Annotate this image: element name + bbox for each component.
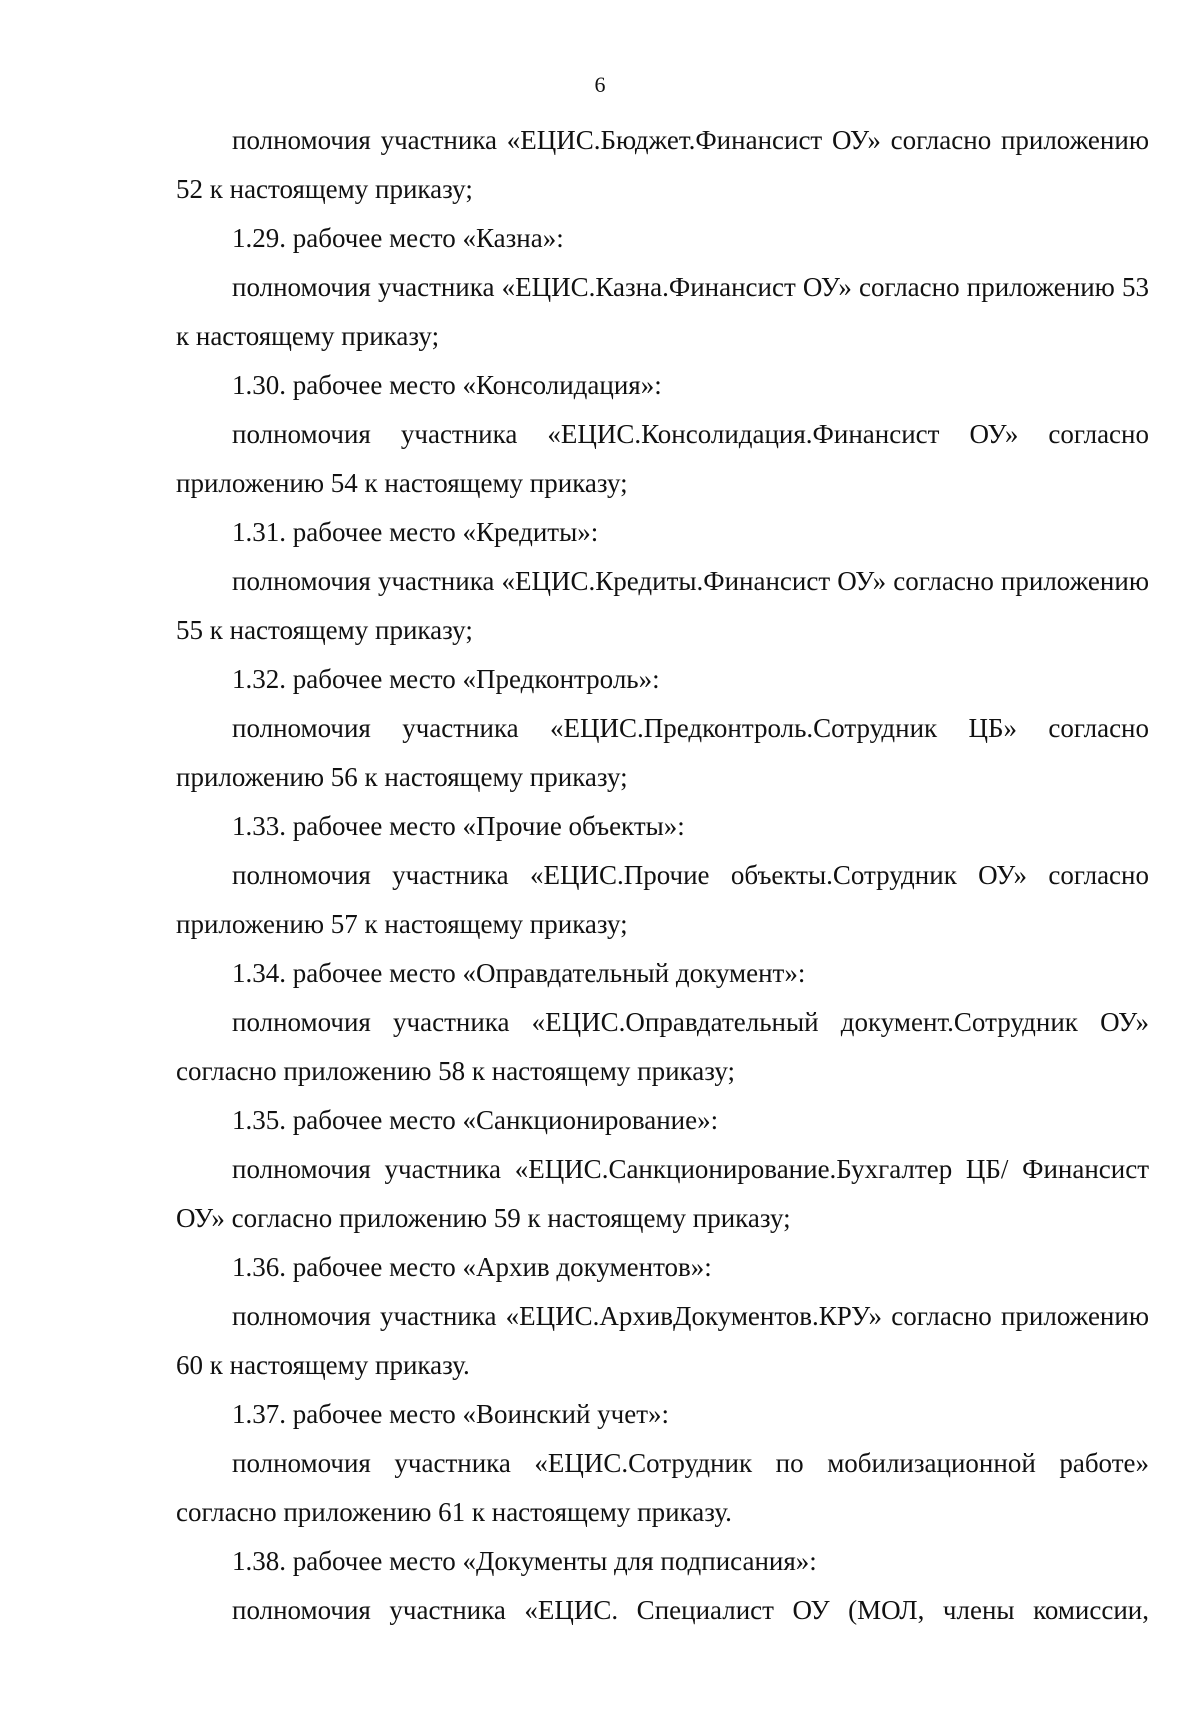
paragraph-authority-other-objects: полномочия участника «ЕЦИС.Прочие объекты.Сотрудник ОУ» согласно приложению 57 к настоящему приказу; <box>176 860 1149 939</box>
paragraph-workplace-1-29: 1.29. рабочее место «Казна»: <box>232 223 564 253</box>
document-body <box>176 116 1149 1635</box>
paragraph-authority-sanctioning: полномочия участника «ЕЦИС.Санкционирование.Бухгалтер ЦБ/ Финансист ОУ» согласно приложению 59 к настоящему приказу; <box>176 1154 1149 1233</box>
paragraph-authority-archive: полномочия участника «ЕЦИС.АрхивДокументов.КРУ» согласно приложению 60 к настоящему приказу. <box>176 1301 1149 1380</box>
paragraph-authority-credits: полномочия участника «ЕЦИС.Кредиты.Финансист ОУ» согласно приложению 55 к настоящему приказу; <box>176 566 1149 645</box>
paragraph-workplace-1-34: 1.34. рабочее место «Оправдательный документ»: <box>232 958 806 988</box>
paragraph-workplace-1-35: 1.35. рабочее место «Санкционирование»: <box>232 1105 719 1135</box>
paragraph-authority-mobilization: полномочия участника «ЕЦИС.Сотрудник по мобилизационной работе» согласно приложению 61 к настоящему приказу. <box>176 1448 1149 1527</box>
paragraph-authority-consolidation: полномочия участника «ЕЦИС.Консолидация.Финансист ОУ» согласно приложению 54 к настоящему приказу; <box>176 419 1149 498</box>
paragraph-workplace-1-30: 1.30. рабочее место «Консолидация»: <box>232 370 662 400</box>
paragraph-workplace-1-32: 1.32. рабочее место «Предконтроль»: <box>232 664 660 694</box>
paragraph-workplace-1-37: 1.37. рабочее место «Воинский учет»: <box>232 1399 670 1429</box>
paragraph-authority-specialist: полномочия участника «ЕЦИС. Специалист ОУ (МОЛ, члены комиссии, <box>232 1595 1149 1625</box>
paragraph-authority-kazna: полномочия участника «ЕЦИС.Казна.Финансист ОУ» согласно приложению 53 к настоящему приказу; <box>176 272 1149 351</box>
paragraph-workplace-1-38: 1.38. рабочее место «Документы для подписания»: <box>232 1546 817 1576</box>
page-number: 6 <box>594 72 606 97</box>
paragraph-authority-justifying-document: полномочия участника «ЕЦИС.Оправдательный документ.Сотрудник ОУ» согласно приложению 58 к настоящему приказу; <box>176 1007 1149 1086</box>
paragraph-authority-budget: полномочия участника «ЕЦИС.Бюджет.Финансист ОУ» согласно приложению 52 к настоящему приказу; <box>176 125 1149 204</box>
paragraph-workplace-1-31: 1.31. рабочее место «Кредиты»: <box>232 517 599 547</box>
paragraph-workplace-1-33: 1.33. рабочее место «Прочие объекты»: <box>232 811 685 841</box>
paragraph-workplace-1-36: 1.36. рабочее место «Архив документов»: <box>232 1252 712 1282</box>
paragraph-authority-precontrol: полномочия участника «ЕЦИС.Предконтроль.Сотрудник ЦБ» согласно приложению 56 к настоящему приказу; <box>176 713 1149 792</box>
